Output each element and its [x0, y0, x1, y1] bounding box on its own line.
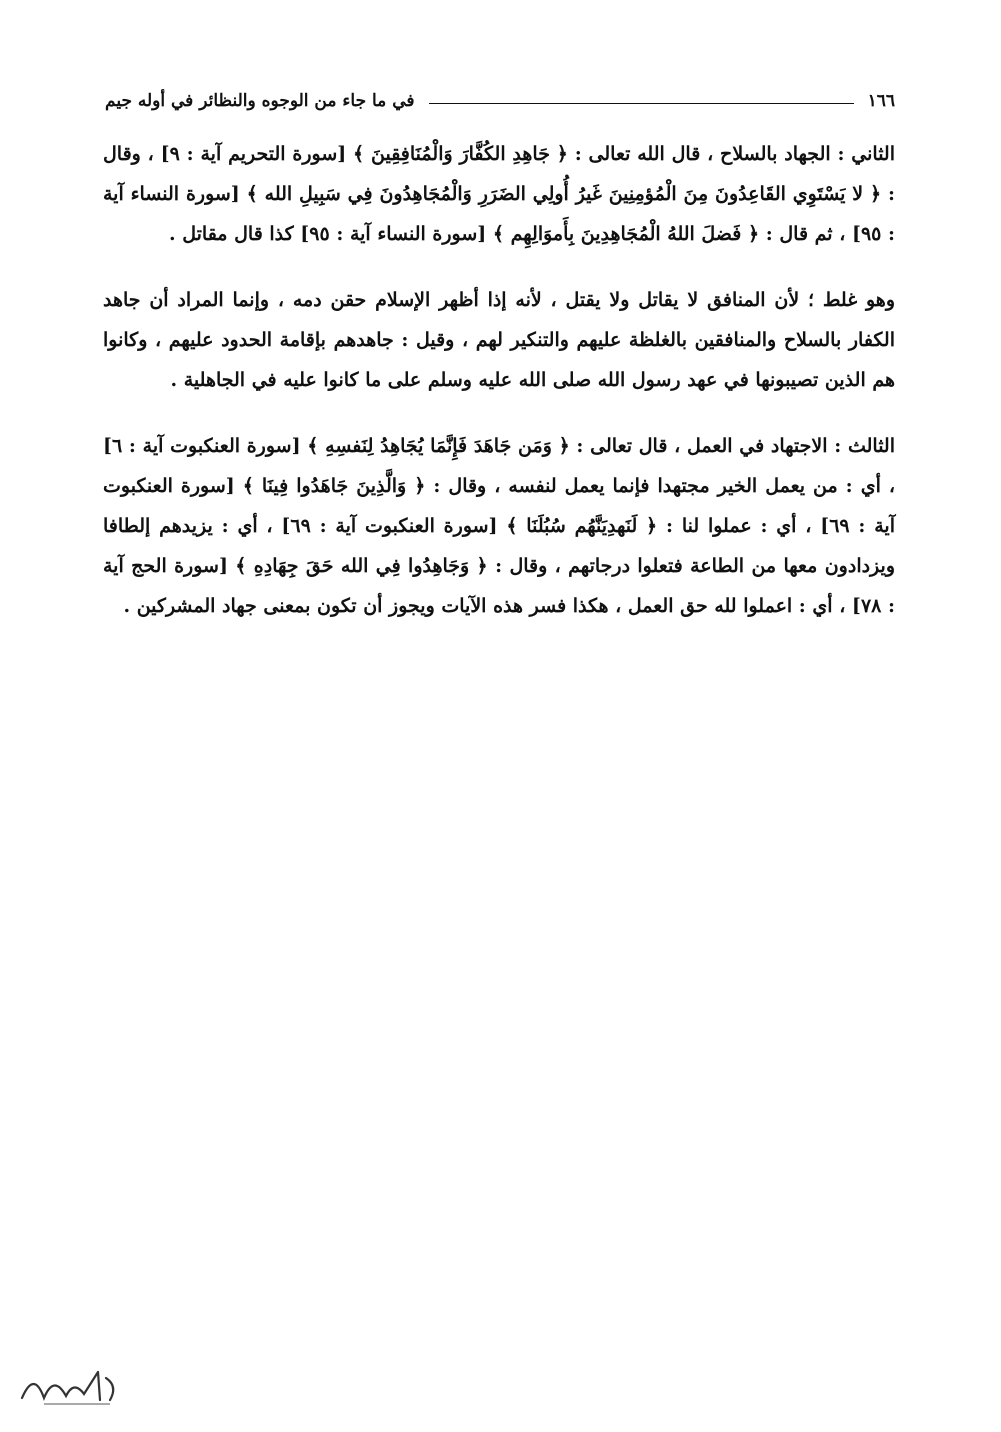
publisher-logo-watermark [14, 1360, 124, 1410]
paragraph-third-meaning: الثالث : الاجتهاد في العمل ، قال تعالى : ﴿ وَمَن جَاهَدَ فَإِنَّمَا يُجَاهِدُ لِنَفسِهِ ﴾ [سورة العنكبوت آية : ٦] ، أي : من يعمل الخير مجتهدا فإنما يعمل لنفسه ، وقال : ﴿ وَالَّذِينَ جَاهَدُوا فِينَا ﴾ [سورة العنكبوت آية : ٦٩] ، أي : عملوا لنا : ﴿ لَنَهدِيَنَّهُم سُبُلَنَا ﴾ [سورة العنكبوت آية : ٦٩] ، أي : يزيدهم إلطافا ويزدادون معها من الطاعة فتعلوا درجاتهم ، وقال : ﴿ وَجَاهِدُوا فِي الله حَقَ جِهَادِهِ ﴾ [سورة الحج آية : ٧٨] ، أي : اعملوا لله حق العمل ، هكذا فسر هذه الآيات ويجوز أن تكون بمعنى جهاد المشركين . [103, 435, 895, 617]
header-rule [429, 103, 854, 104]
paragraph-second-meaning: الثاني : الجهاد بالسلاح ، قال الله تعالى : ﴿ جَاهِدِ الكُفَّارَ وَالْمُنَافِقِينَ ﴾ [سورة التحريم آية : ٩] ، وقال : ﴿ لا يَسْتَوِي القَاعِدُونَ مِنَ الْمُؤمِنِينَ غَيرُ أُولِي الضَرَرِ وَالْمُجَاهِدُونَ فِي سَبِيلِ الله ﴾ [سورة النساء آية : ٩٥] ، ثم قال : ﴿ فَضلَ اللهُ الْمُجَاهِدِينَ بِأَموَالِهِم ﴾ [سورة النساء آية : ٩٥] كذا قال مقاتل . [103, 143, 896, 245]
page-number: ١٦٦ [867, 91, 895, 111]
running-title: في ما جاء من الوجوه والنظائر في أوله جيم [105, 91, 415, 111]
page-body [103, 134, 895, 652]
paragraph-refutation: وهو غلط ؛ لأن المنافق لا يقاتل ولا يقتل ، لأنه إذا أظهر الإسلام حقن دمه ، وإنما المراد أن جاهد الكفار بالسلاح والمنافقين بالغلظة عليهم والتنكير لهم ، وقيل : جاهدهم بإقامة الحدود عليهم ، وكانوا هم الذين تصيبونها في عهد رسول الله صلى الله عليه وسلم على ما كانوا عليه في الجاهلية . [103, 289, 895, 391]
page-header [105, 86, 895, 116]
